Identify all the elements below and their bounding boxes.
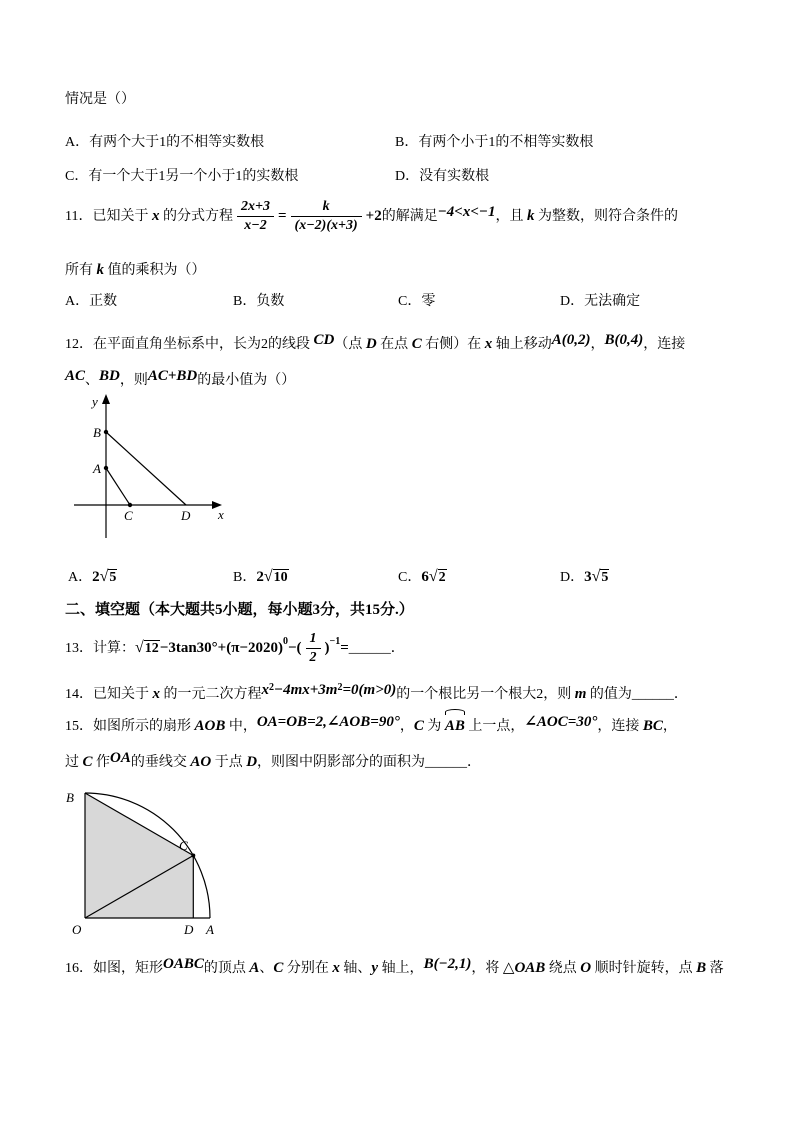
text-segment: C (273, 960, 284, 976)
text-segment: 2 (256, 569, 264, 585)
text-segment: 为整数，则符合条件的 (534, 208, 678, 224)
label-y: y (92, 394, 98, 409)
text-segment: OABC (163, 956, 204, 972)
q10-option-b: B．有两个小于1的不相等实数根 (395, 135, 594, 150)
label-d: D (184, 922, 194, 937)
label-a: A (93, 461, 101, 476)
text-segment: C (411, 336, 422, 352)
segment-ac (106, 468, 130, 505)
text-segment: 所有 (65, 263, 97, 278)
text-segment: （点 (334, 337, 366, 352)
text-segment: k (526, 207, 535, 224)
text-segment: +2 (365, 207, 382, 224)
point-a (104, 466, 108, 470)
text-segment: 为 (423, 719, 445, 734)
arc-notation: AB (445, 714, 465, 738)
text-segment: −( (287, 640, 302, 656)
text-segment: 的分式方程 (159, 208, 233, 224)
text-segment: 过 (65, 755, 83, 770)
text-segment: CD (313, 332, 335, 348)
text-segment: 的一个根比另一个根大2，则 (396, 687, 575, 702)
text-segment: OA=OB=2,∠AOB=90° (256, 714, 400, 730)
text-segment: D (246, 754, 258, 770)
text-segment: B(−2,1) (423, 956, 472, 972)
text-segment: x (261, 682, 269, 698)
text-segment: 2 (92, 569, 100, 585)
text-segment: k (96, 262, 104, 278)
label-b: B (66, 790, 74, 805)
q12-option-a (68, 565, 117, 590)
q12-line-2 (65, 364, 295, 393)
q10-option-d: D．没有实数根 (395, 169, 490, 184)
text-segment: O (580, 960, 592, 976)
text-segment: B(0,4) (604, 332, 644, 348)
q12-figure (70, 392, 230, 544)
q12-option-b (233, 565, 289, 590)
point-b (104, 430, 108, 434)
text-segment: D． (560, 570, 585, 585)
text-segment: x (332, 960, 340, 976)
text-segment: BC (642, 718, 663, 734)
text-segment: 于点 (211, 755, 247, 770)
text-segment: 轴上移动 (492, 337, 552, 352)
text-segment: ∠AOC=30° (524, 714, 598, 730)
text-segment: ， (399, 719, 414, 734)
text-segment: 的顶点 (203, 961, 250, 976)
text-segment: 绕点 (545, 961, 581, 976)
text-segment: △OAB (502, 960, 546, 976)
shaded-region (85, 793, 193, 918)
text-segment: 、 (85, 373, 100, 388)
radical-icon: √ (99, 568, 109, 585)
text-segment: 2 (269, 682, 274, 693)
text-segment: ， (590, 337, 605, 352)
square-root: √5 (99, 568, 117, 585)
text-segment: ) (324, 640, 330, 656)
fraction: $\frac{1}{2}$ (306, 630, 321, 667)
text-segment: 的解满足 (381, 208, 438, 224)
text-segment: ，则图中阴影部分的面积为______． (257, 755, 482, 770)
text-segment: AC (65, 368, 86, 384)
text-segment: ，将 (471, 961, 503, 976)
q15-line-2 (65, 746, 481, 775)
text-segment: 0 (282, 636, 288, 647)
q12-option-c (398, 565, 447, 590)
text-segment: −4<x<−1 (437, 203, 496, 220)
text-segment: OA (110, 750, 131, 766)
text-segment: B． (233, 570, 257, 585)
q13-line (65, 630, 405, 667)
text-segment: 15．如图所示的扇形 (65, 719, 195, 734)
text-segment: 顺时针旋转，点 (591, 961, 697, 976)
label-o: O (72, 922, 82, 937)
q11-option-d: D．无法确定 (560, 294, 641, 309)
text-segment: A (249, 960, 260, 976)
text-segment: x (484, 336, 493, 352)
text-segment: 2 (337, 682, 343, 693)
text-segment: 的最小值为（） (197, 373, 296, 388)
text-segment: ，连接 (597, 719, 643, 734)
text-segment: ，连接 (643, 337, 686, 352)
text-segment: 12．在平面直角坐标系中，长为2的线段 (65, 337, 314, 352)
q16-line (65, 952, 724, 981)
text-segment: C (82, 754, 93, 770)
text-segment: −4mx+3m (274, 682, 338, 698)
text-segment: 作 (92, 755, 111, 770)
text-segment: ， (662, 719, 677, 734)
text-segment: 14．已知关于 (65, 687, 153, 702)
q11-option-a: A．正数 (65, 294, 118, 309)
text-segment: 上一点， (464, 719, 525, 734)
square-root: √10 (263, 568, 288, 585)
square-root: √12 (135, 639, 159, 656)
text-segment: C (413, 718, 424, 734)
label-x: x (218, 507, 224, 522)
text-segment: 轴、 (339, 961, 372, 976)
q11-line-2 (65, 258, 206, 283)
q10-option-c: C．有一个大于1另一个小于1的实数根 (65, 169, 299, 184)
text-segment: 6 (421, 569, 429, 585)
q15-figure (60, 788, 230, 940)
text-segment: 值的乘积为（） (104, 263, 206, 278)
text-segment: = (340, 640, 349, 656)
text-segment: C． (398, 570, 422, 585)
text-segment: m (574, 686, 587, 702)
radical-icon: √ (135, 639, 144, 656)
q15-line-1 (65, 710, 677, 739)
q14-line (65, 676, 688, 707)
text-segment: AC+BD (147, 368, 198, 384)
text-segment: 11．已知关于 (65, 208, 152, 224)
square-root: √2 (428, 568, 446, 585)
text-segment: A(0,2) (551, 332, 591, 348)
label-a: A (206, 922, 214, 937)
q12-line-1 (65, 328, 685, 357)
text-segment: A． (68, 570, 93, 585)
text-segment: 轴上， (378, 961, 424, 976)
text-segment: 在点 (376, 337, 412, 352)
text-segment: −1 (329, 636, 341, 647)
radical-icon: √ (428, 568, 438, 585)
fraction: $\frac{2x+3}{x-2}$ (237, 198, 274, 235)
label-c: C (124, 508, 133, 523)
text-segment: 右侧）在 (421, 337, 485, 352)
text-segment: AOB (194, 718, 226, 734)
text-segment: B (696, 960, 707, 976)
text-segment: =0(m>0) (342, 682, 397, 698)
q10-option-a: A．有两个大于1的不相等实数根 (65, 135, 265, 150)
text-segment: ，则 (119, 373, 148, 388)
text-segment: x (152, 686, 160, 702)
text-segment: 、 (259, 961, 274, 976)
point-c (191, 854, 195, 858)
text-segment: 落 (706, 961, 724, 976)
text-segment: AO (190, 754, 212, 770)
q10-intro: 情况是（） (65, 92, 135, 107)
q11-option-c: C．零 (398, 294, 436, 309)
text-segment: D (365, 336, 377, 352)
label-b: B (93, 425, 101, 440)
text-segment: x (151, 207, 160, 224)
fraction: $\frac{k}{(x-2)(x+3)}$ (291, 198, 362, 235)
text-segment: 16．如图，矩形 (65, 961, 163, 976)
text-segment: 的一元二次方程 (160, 687, 262, 702)
radical-icon: √ (263, 568, 273, 585)
square-root: √5 (591, 568, 609, 585)
text-segment: ，且 (495, 208, 527, 224)
section-2-header: 二、填空题（本大题共5小题，每小题3分，共15分.） (65, 602, 414, 618)
text-segment: BD (99, 368, 120, 384)
label-d: D (181, 508, 191, 523)
text-segment: 分别在 (283, 961, 333, 976)
text-segment: 13．计算： (65, 641, 135, 656)
text-segment: = (277, 207, 287, 224)
q11-option-b: B．负数 (233, 294, 285, 309)
text-segment: y (371, 960, 379, 976)
text-segment: 中， (225, 719, 257, 734)
text-segment: 3 (584, 569, 592, 585)
text-segment: 的值为______． (586, 687, 688, 702)
q12-option-d (560, 565, 609, 590)
text-segment: −3tan30°+(π−2020) (159, 640, 283, 656)
y-axis-arrow-icon (102, 394, 110, 404)
text-segment: 的垂线交 (130, 755, 191, 770)
point-c (128, 503, 132, 507)
radical-icon: √ (591, 568, 601, 585)
text-segment: ______． (348, 641, 405, 656)
segment-bd (106, 432, 186, 505)
label-c: C (179, 838, 188, 853)
q11-line-1 (65, 198, 678, 235)
